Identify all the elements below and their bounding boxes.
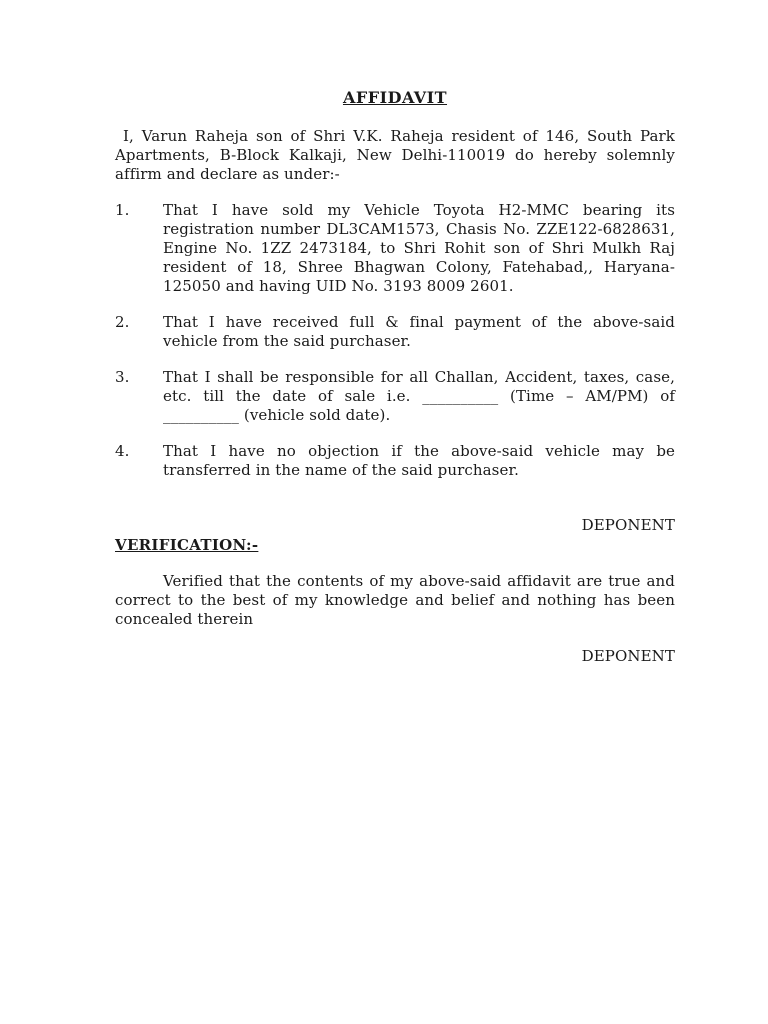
- item-text: That I have no objection if the above-said vehicle may be transferred in the name of the said purchaser.: [163, 442, 675, 479]
- item-number: 1.: [115, 201, 130, 219]
- verification-paragraph: Verified that the contents of my above-said affidavit are true and correct to the best of my knowledge and belief and nothing has been concealed therein: [115, 572, 675, 628]
- item-number: 3.: [115, 368, 130, 386]
- declaration-item-3: [115, 368, 675, 425]
- item-number: 2.: [115, 313, 130, 331]
- declaration-item-1: [115, 201, 675, 296]
- item-text: That I have sold my Vehicle Toyota H2-MMC bearing its registration number DL3CAM1573, Chasis No. ZZE122-6828631, Engine No. 1ZZ 2473184, to Shri Rohit son of Shri Mulkh Raj resident of 18, Shree Bhagwan Colony, Fatehabad,, Haryana-125050 and having UID No. 3193 8009 2601.: [163, 201, 675, 295]
- item-text: That I shall be responsible for all Challan, Accident, taxes, case, etc. till the date of sale i.e. __________ (Time – AM/PM) of __________ (vehicle sold date).: [163, 368, 675, 424]
- document-title: AFFIDAVIT: [342, 88, 448, 107]
- declaration-list: [115, 201, 675, 497]
- intro-paragraph: I, Varun Raheja son of Shri V.K. Raheja resident of 146, South Park Apartments, B-Block Kalkaji, New Delhi-110019 do hereby solemnly affirm and declare as under:-: [115, 127, 675, 183]
- declaration-item-4: [115, 442, 675, 480]
- verification-heading: VERIFICATION:-: [115, 536, 259, 554]
- item-text: That I have received full & final payment of the above-said vehicle from the said purchaser.: [163, 313, 675, 350]
- deponent-label-verification: DEPONENT: [581, 647, 675, 665]
- item-number: 4.: [115, 442, 130, 460]
- declaration-item-2: [115, 313, 675, 351]
- deponent-label: DEPONENT: [581, 516, 675, 534]
